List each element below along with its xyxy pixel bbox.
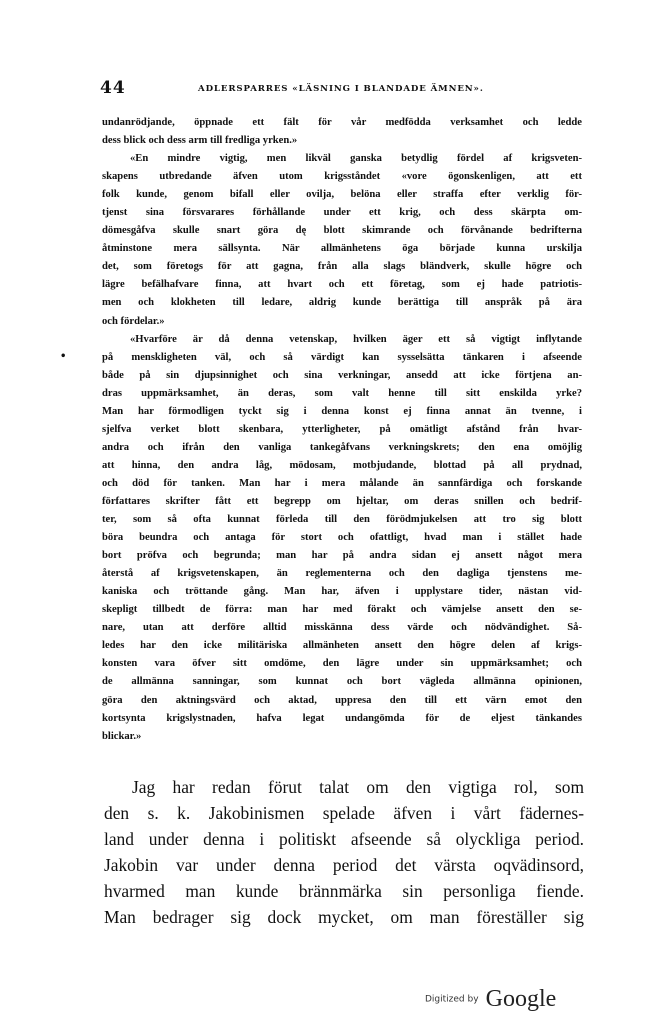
text-line: andra och ifrån den vanliga tankegåfvans verkningskrets; den ena omöjlig bbox=[102, 441, 582, 453]
text-line: Jag har redan förut talat om den vigtiga rol, som bbox=[132, 777, 584, 797]
text-line: dömesgåfva skulle snart göra dę blott skimrande och förvånande bedrifterna bbox=[102, 225, 582, 237]
page-number: 44 bbox=[100, 78, 126, 98]
text-line: Man bedrager sig dock mycket, om man föreställer sig bbox=[104, 907, 584, 928]
text-line: att hinna, den andra låg, mödosam, motbjudande, blottad på all prydnad, bbox=[102, 459, 582, 471]
text-line: det, som företogs för att gagna, från alla slags bländverk, skulle högre och bbox=[102, 261, 582, 273]
text-line: både på sin djupsinnighet och sina verkningar, ansedd att icke förtjena an- bbox=[102, 369, 582, 381]
text-line: nare, utan att derföre alltid misskänna dess värde och nödvändighet. Så- bbox=[102, 622, 582, 634]
running-head: ADLERSPARRES «LÄSNING I BLANDADE ÄMNEN». bbox=[198, 84, 484, 94]
text-line: den s. k. Jakobinismen spelade äfven i vårt fädernes- bbox=[104, 803, 584, 824]
text-line: «En mindre vigtig, men likväl ganska betydlig fördel af krigsveten- bbox=[130, 153, 582, 165]
quoted-passage bbox=[102, 114, 582, 746]
text-line: ledes har den icke militäriska allmänheten ansett den högre delen af krigs- bbox=[102, 640, 582, 652]
text-line: åtminstone mera sällsynta. När allmänhetens öga började kunna urskilja bbox=[102, 243, 582, 255]
text-line: ter, som så ofta kunnat förleda till den förödmjukelsen att tro sig blott bbox=[102, 514, 582, 526]
text-line: och fördelar.» bbox=[102, 315, 165, 327]
text-line: återstå af krigsvetenskapen, än reglementerna och den dagliga tjenstens me- bbox=[102, 568, 582, 580]
margin-mark: • bbox=[60, 351, 67, 362]
text-line: hvarmed man kunde brännmärka sin personliga fiende. bbox=[104, 881, 584, 902]
digitized-label: Digitized by bbox=[425, 994, 479, 1005]
text-line: konsten vara öfver sitt omdöme, den lägre under sin uppmärksamhet; och bbox=[102, 658, 582, 670]
digitized-by-google-footer bbox=[425, 986, 556, 1016]
text-line: bort pröfva och begrunda; man har på andra sidan ej ansett något mera bbox=[102, 550, 582, 562]
main-paragraph bbox=[104, 774, 584, 931]
google-logo: Google bbox=[485, 986, 557, 1012]
text-line: men och klokheten till ledare, aldrig kunde berättiga till anspråk på ära bbox=[102, 297, 582, 309]
text-line: undanrödjande, öppnade ett fält för vår medfödda verksamhet och ledde bbox=[102, 117, 582, 128]
text-line: tjenst sina försvarares förhållande under ett krig, och dess skärpta om- bbox=[102, 207, 582, 219]
text-line: skepligt tillbedt de förra: man har med förakt och vämjelse ansett den se- bbox=[102, 604, 582, 616]
text-line: «Hvarföre är då denna vetenskap, hvilken äger ett så vigtigt inflytande bbox=[130, 333, 582, 345]
text-line: kaniska och tröttande gång. Man har, äfven i upplystare tider, nästan vid- bbox=[102, 586, 582, 598]
page-header bbox=[100, 78, 588, 98]
text-line: blickar.» bbox=[102, 730, 142, 742]
text-line: Jakobin var under denna period det värsta oqvädinsord, bbox=[104, 855, 584, 876]
text-line: böra beundra och antaga för stort och ofattligt, hvad man i stället hade bbox=[102, 532, 582, 544]
text-line: göra den aktningsvärd och aktad, uppresa den till ett värn emot den bbox=[102, 694, 582, 706]
text-line: Man har förmodligen tyckt sig i denna konst ej finna annat än tvenne, i bbox=[102, 405, 582, 417]
text-line: kortsynta krigslystnaden, hafva legat undangömda för de eljest tänkandes bbox=[102, 712, 582, 724]
text-line: och död för tanken. Man har i mera målande än sannfärdiga och forskande bbox=[102, 477, 582, 489]
text-line: land under denna i politiskt afseende så olyckliga period. bbox=[104, 829, 584, 850]
text-line: de allmänna sanningar, som kunnat och bort vägleda allmänna opinionen, bbox=[102, 676, 582, 688]
text-line: dess blick och dess arm till fredliga yrken.» bbox=[102, 135, 298, 147]
text-line: författares skrifter fått ett begrepp om hjeltar, om deras snillen och bedrif- bbox=[102, 495, 582, 507]
text-line: folk kunde, genom bifall eller ovilja, belöna eller straffa efter verklig för- bbox=[102, 189, 582, 201]
text-line: skapens utbredande äfven utom krigsståndet «vore ögonskenligen, att ett bbox=[102, 171, 582, 183]
text-line: på menskligheten väl, och så värdigt kan sysselsätta tänkaren i afseende bbox=[102, 351, 582, 363]
text-line: dras uppmärksamhet, än deras, som valt henne till sitt enskilda yrke? bbox=[102, 387, 582, 399]
text-line: sjelfva verket blott skenbara, ytterligheter, på omätligt afstånd från hvar- bbox=[102, 423, 582, 435]
text-line: lägre befälhafvare finna, att hvart och ett företag, som ej hade patriotis- bbox=[102, 279, 582, 291]
